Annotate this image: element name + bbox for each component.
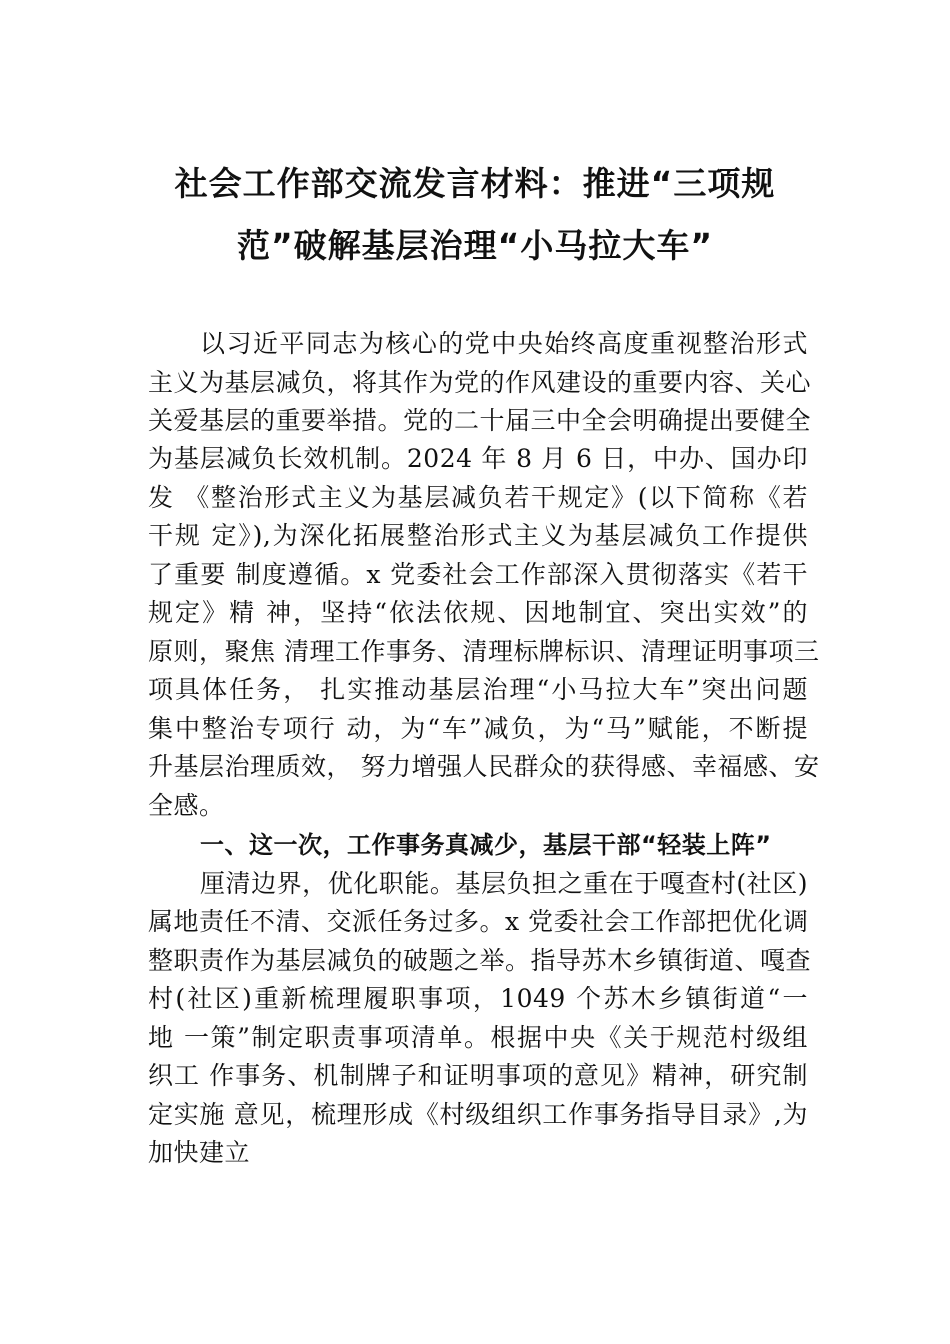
paragraph-1-line-6: 干规 定》),为深化拓展整治形式主义为基层减负工作提供 xyxy=(148,521,808,550)
document-title-line-2: 范”破解基层治理“小马拉大车” xyxy=(236,226,714,265)
paragraph-1-line-1: 以习近平同志为核心的党中央始终高度重视整治形式 xyxy=(200,329,808,358)
paragraph-1-line-2: 主义为基层减负，将其作为党的作风建设的重要内容、关心 xyxy=(148,368,812,397)
section-heading-1: 一、这一次，工作事务真减少，基层干部“轻装上阵” xyxy=(200,831,772,859)
paragraph-2-line-7: 定实施 意见，梳理形成《村级组织工作事务指导目录》,为 xyxy=(148,1100,808,1129)
paragraph-1-line-8: 规定》精 神，坚持“依法依规、因地制宜、突出实效”的 xyxy=(148,598,808,627)
paragraph-1-line-11: 集中整治专项行 动，为“车”减负，为“马”赋能，不断提 xyxy=(148,714,808,743)
paragraph-1-line-12: 升基层治理质效， 努力增强人民群众的获得感、幸福感、安 xyxy=(148,752,820,781)
paragraph-2-line-2: 属地责任不清、交派任务过多。x 党委社会工作部把优化调 xyxy=(148,907,809,936)
document-title-line-1: 社会工作部交流发言材料：推进“三项规 xyxy=(174,164,776,203)
paragraph-1-line-3: 关爱基层的重要举措。党的二十届三中全会明确提出要健全 xyxy=(148,406,812,435)
paragraph-1-line-5: 发 《整治形式主义为基层减负若干规定》(以下简称《若 xyxy=(148,483,808,512)
paragraph-2-line-3: 整职责作为基层减负的破题之举。指导苏木乡镇街道、嘎查 xyxy=(148,946,812,975)
paragraph-2-line-6: 织工 作事务、机制牌子和证明事项的意见》精神，研究制 xyxy=(148,1061,808,1090)
paragraph-1-line-4: 为基层减负长效机制。2024 年 8 月 6 日，中办、国办印 xyxy=(148,444,808,473)
paragraph-1-line-7: 了重要 制度遵循。x 党委社会工作部深入贯彻落实《若干 xyxy=(148,560,808,589)
paragraph-1-line-9: 原则，聚焦 清理工作事务、清理标牌标识、清理证明事项三 xyxy=(148,637,820,666)
paragraph-2-line-8: 加快建立 xyxy=(148,1138,251,1167)
paragraph-2-line-5: 地 一策”制定职责事项清单。根据中央《关于规范村级组 xyxy=(148,1023,808,1052)
paragraph-2-line-1: 厘清边界，优化职能。基层负担之重在于嘎查村(社区) xyxy=(200,869,808,898)
paragraph-2-line-4: 村(社区)重新梳理履职事项，1049 个苏木乡镇街道“一 xyxy=(148,984,808,1013)
paragraph-1-line-10: 项具体任务， 扎实推动基层治理“小马拉大车”突出问题 xyxy=(148,675,808,704)
paragraph-1-line-13: 全感。 xyxy=(148,791,225,820)
